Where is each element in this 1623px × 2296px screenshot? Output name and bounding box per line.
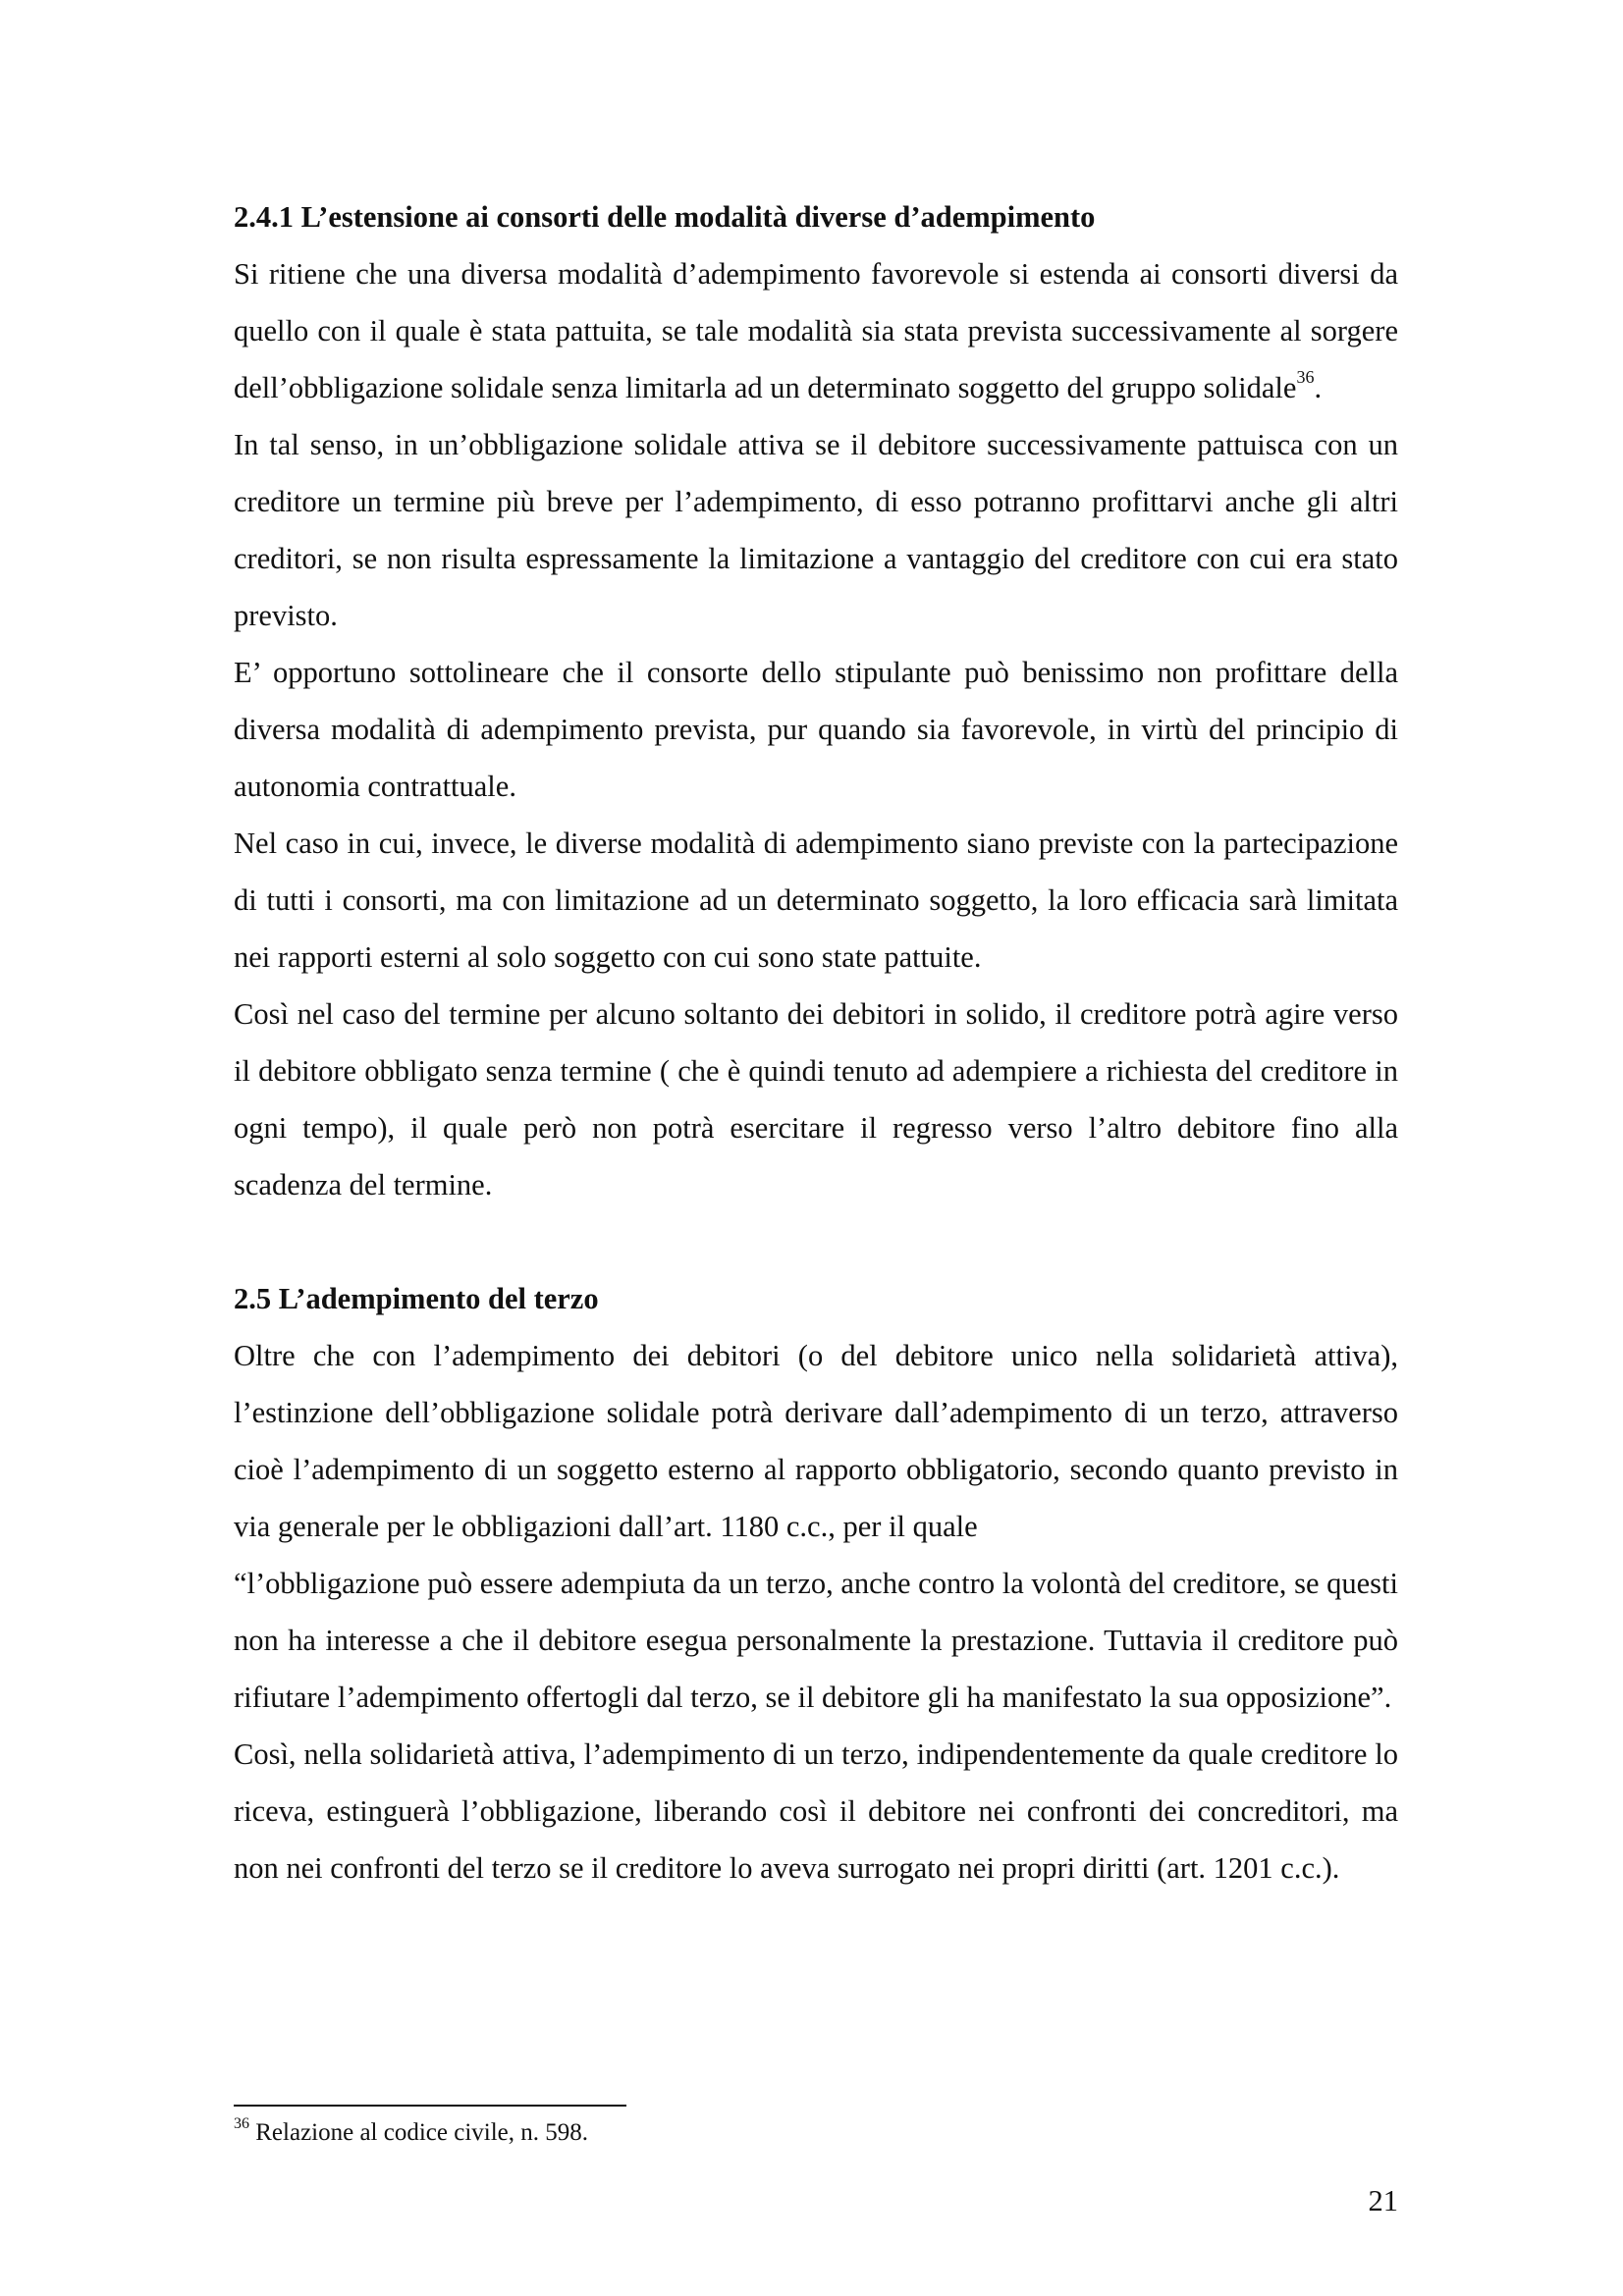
section-heading-2-5: 2.5 L’adempimento del terzo [234, 1282, 599, 1315]
footnote-number: 36 [234, 2114, 249, 2132]
paragraph [234, 245, 1398, 416]
footnote-reference[interactable]: 36 [1296, 366, 1315, 387]
quotation-paragraph: “l’obbligazione può essere adempiuta da un terzo, anche contro la volontà del creditore, se questi non ha interesse a che il debitore esegua personalmente la prestazione. Tuttavia il creditore può rifiutare l’adempimento offertogli dal terzo, se il debitore gli ha manifestato la sua opposizione”. [234, 1567, 1398, 1714]
main-content [234, 188, 1398, 1896]
footnote [234, 2114, 589, 2148]
paragraph: Così nel caso del termine per alcuno soltanto dei debitori in solido, il creditore potrà agire verso il debitore obbligato senza termine ( che è quindi tenuto ad adempiere a richiesta del creditore in ogni tempo), il quale però non potrà esercitare il regresso verso l’altro debitore fino alla scadenza del termine. [234, 997, 1398, 1201]
paragraph: Oltre che con l’adempimento dei debitori (o del debitore unico nella solidarietà attiva), l’estinzione dell’obbligazione solidale potrà derivare dall’adempimento di un terzo, attraverso cioè l’adempimento di un soggetto esterno al rapporto obbligatorio, secondo quanto previsto in via generale per le obbligazioni dall’art. 1180 c.c., per il quale [234, 1339, 1398, 1543]
section-spacer [234, 1213, 1398, 1270]
paragraph: Nel caso in cui, invece, le diverse modalità di adempimento siano previste con la partecipazione di tutti i consorti, ma con limitazione ad un determinato soggetto, la loro efficacia sarà limitata nei rapporti esterni al solo soggetto con cui sono state pattuite. [234, 827, 1398, 974]
page-number: 21 [1368, 2184, 1398, 2217]
paragraph: Così, nella solidarietà attiva, l’adempimento di un terzo, indipendentemente da quale creditore lo riceva, estinguerà l’obbligazione, liberando così il debitore nei confronti dei concreditori, ma non nei confronti del terzo se il creditore lo aveva surrogato nei propri diritti (art. 1201 c.c.). [234, 1737, 1398, 1885]
paragraph: In tal senso, in un’obbligazione solidale attiva se il debitore successivamente pattuisca con un creditore un termine più breve per l’adempimento, di esso potranno profittarvi anche gli altri creditori, se non risulta espressamente la limitazione a vantaggio del creditore con cui era stato previsto. [234, 428, 1398, 632]
footnote-text: Relazione al codice civile, n. 598. [249, 2119, 589, 2146]
section-heading-2-4-1: 2.4.1 L’estensione ai consorti delle modalità diverse d’adempimento [234, 200, 1096, 234]
paragraph: E’ opportuno sottolineare che il consorte dello stipulante può benissimo non profittare della diversa modalità di adempimento prevista, pur quando sia favorevole, in virtù del principio di autonomia contrattuale. [234, 656, 1398, 803]
footnote-separator [234, 2105, 626, 2107]
paragraph-end: . [1314, 371, 1323, 404]
paragraph-text: Si ritiene che una diversa modalità d’adempimento favorevole si estenda ai consorti diversi da quello con il quale è stata pattuita, se tale modalità sia stata prevista successivamente al sorgere dell’obbligazione solidale senza limitarla ad un determinato soggetto del gruppo solidale [234, 257, 1398, 404]
